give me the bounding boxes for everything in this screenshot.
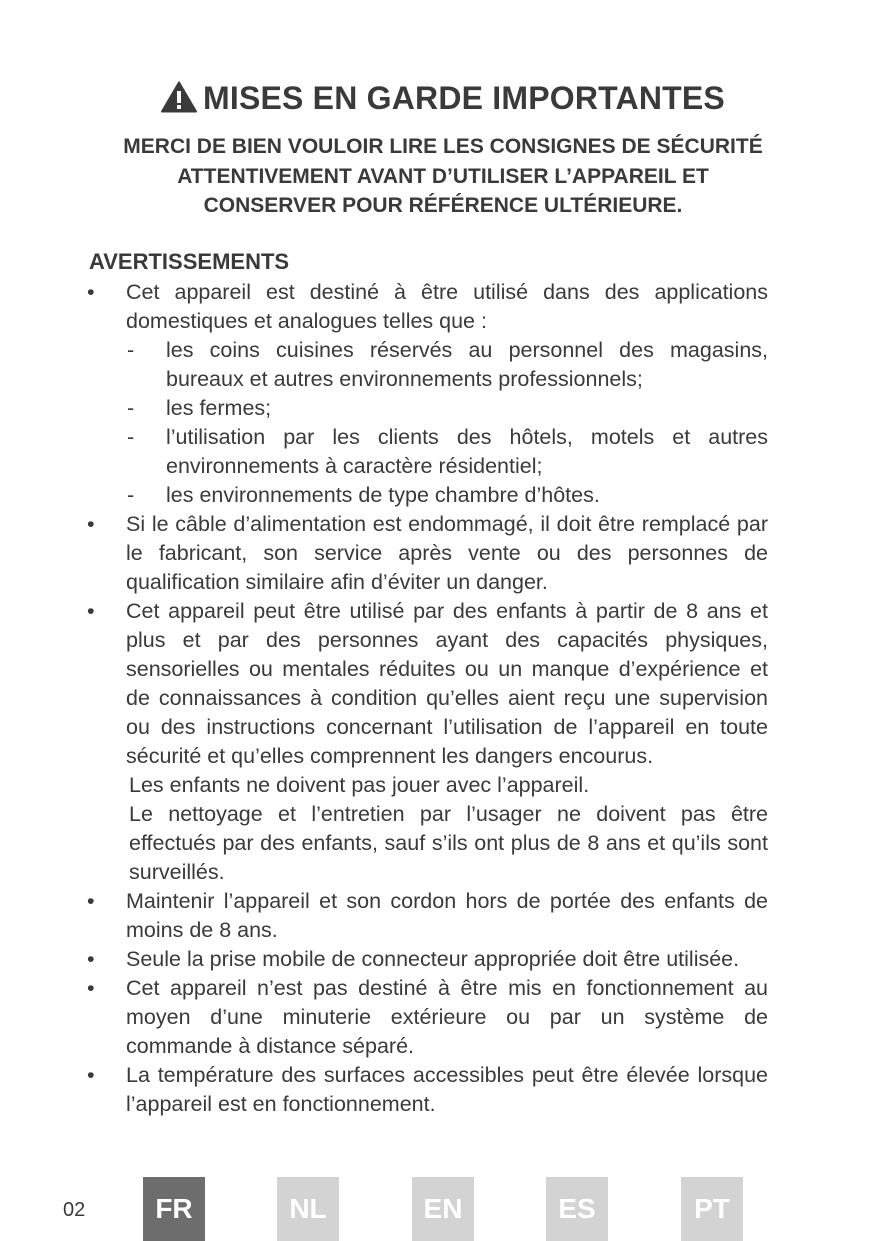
bullet-marker: • xyxy=(87,599,95,623)
cleaning-note: Le nettoyage et l’entretien par l’usager ne doivent pas être effectués par des enfants, sauf s’ils ont plus de 8 ans et qu’ils sont surveillés. xyxy=(129,802,768,884)
dash-marker: - xyxy=(127,338,135,362)
sub-item-text: les coins cuisines réservés au personnel des magasins, bureaux et autres environnements professionnels; xyxy=(166,338,768,391)
dash-marker: - xyxy=(127,483,135,507)
warning-text: Cet appareil n’est pas destiné à être mis en fonctionnement au moyen d’une minuterie extérieure ou par un système de commande à distance séparé. xyxy=(126,976,768,1058)
bullet-marker: • xyxy=(87,976,95,1000)
warnings-list xyxy=(86,278,768,1119)
safety-notice-line: MERCI DE BIEN VOULOIR LIRE LES CONSIGNES DE SÉCURITÉ xyxy=(123,135,763,158)
sub-item-text: les fermes; xyxy=(166,396,272,420)
bullet-marker: • xyxy=(87,512,95,536)
bullet-marker: • xyxy=(87,1063,95,1087)
warning-item xyxy=(86,278,768,510)
warning-text: La température des surfaces accessibles peut être élevée lorsque l’appareil est en fonctionnement. xyxy=(126,1063,768,1116)
usage-sublist xyxy=(126,336,768,510)
language-tab-fr[interactable]: FR xyxy=(143,1177,205,1241)
warning-item xyxy=(86,887,768,945)
language-tab-nl[interactable]: NL xyxy=(277,1177,339,1241)
page-title xyxy=(0,80,886,117)
bullet-marker: • xyxy=(87,889,95,913)
language-tab-es[interactable]: ES xyxy=(546,1177,608,1241)
warning-text: Maintenir l’appareil et son cordon hors de portée des enfants de moins de 8 ans. xyxy=(126,889,768,942)
warning-text: Seule la prise mobile de connecteur appropriée doit être utilisée. xyxy=(126,947,740,971)
warning-text: Cet appareil est destiné à être utilisé dans des applications domestiques et analogues telles que : xyxy=(126,280,768,333)
sub-item-text: l’utilisation par les clients des hôtels, motels et autres environnements à caractère résidentiel; xyxy=(166,425,768,478)
bullet-marker: • xyxy=(87,280,95,304)
sub-item xyxy=(126,423,768,481)
warning-item xyxy=(86,974,768,1061)
section-heading: AVERTISSEMENTS xyxy=(89,249,290,274)
warning-item xyxy=(86,945,768,974)
warning-text: Si le câble d’alimentation est endommagé, il doit être remplacé par le fabricant, son service après vente ou des personnes de qualification similaire afin d’éviter un danger. xyxy=(126,512,768,594)
bullet-marker: • xyxy=(87,947,95,971)
safety-notice-line: ATTENTIVEMENT AVANT D’UTILISER L’APPAREIL ET xyxy=(177,164,709,188)
children-note: Les enfants ne doivent pas jouer avec l’appareil. xyxy=(129,773,590,797)
dash-marker: - xyxy=(127,396,135,420)
warning-item xyxy=(86,510,768,597)
safety-notice-line: CONSERVER POUR RÉFÉRENCE ULTÉRIEURE. xyxy=(203,194,683,217)
warning-item xyxy=(86,597,768,887)
sub-item-text: les environnements de type chambre d’hôtes. xyxy=(166,483,600,507)
sub-item xyxy=(126,481,768,510)
warning-text: Cet appareil peut être utilisé par des enfants à partir de 8 ans et plus et par des personnes ayant des capacités physiques, sensorielles ou mentales réduites ou un manque d’expérience et de connaissances à condition qu’elles aient reçu une supervision ou des instructions concernant l’utilisation de l’appareil en toute sécurité et qu’elles comprennent les dangers encourus. xyxy=(126,599,768,768)
language-tab-pt[interactable]: PT xyxy=(681,1177,743,1241)
sub-item xyxy=(126,336,768,394)
sub-item xyxy=(126,394,768,423)
page-number: 02 xyxy=(63,1199,86,1221)
warning-item xyxy=(86,1061,768,1119)
language-tab-en[interactable]: EN xyxy=(412,1177,474,1241)
safety-notice xyxy=(60,132,826,221)
warning-triangle-icon xyxy=(161,81,197,113)
title-text: MISES EN GARDE IMPORTANTES xyxy=(203,80,725,116)
dash-marker: - xyxy=(127,425,135,449)
